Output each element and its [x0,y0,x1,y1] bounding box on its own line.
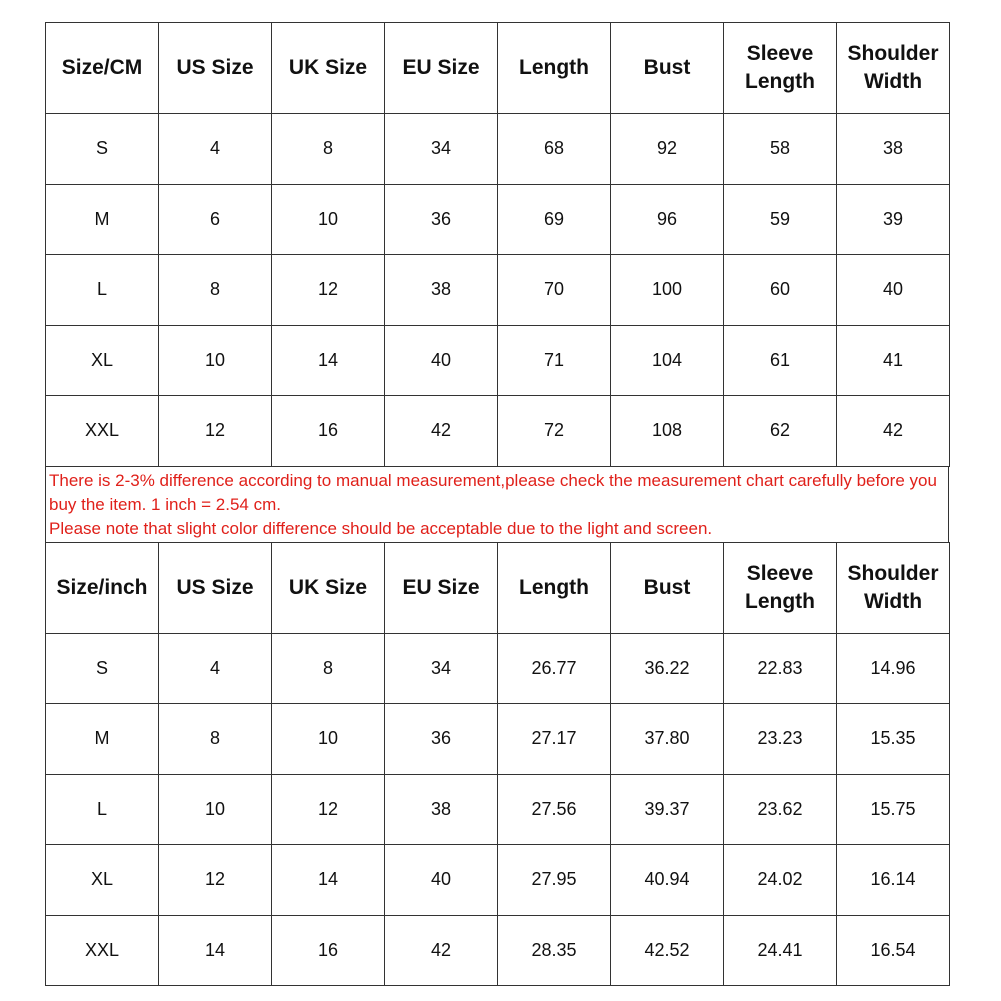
table-cell: 10 [272,184,385,255]
column-header: US Size [159,23,272,114]
table-cell: 36 [385,704,498,775]
table-row [46,774,950,845]
table-cell: 40 [837,255,950,326]
table-cell: 14 [159,915,272,986]
column-header: EU Size [385,542,498,633]
table-cell: 12 [159,845,272,916]
size-label-cell: S [46,633,159,704]
table-cell: 39 [837,184,950,255]
table-cell: 6 [159,184,272,255]
table-cell: 96 [611,184,724,255]
table-cell: 8 [272,633,385,704]
table-row [46,255,950,326]
table-cell: 15.75 [837,774,950,845]
column-header: Bust [611,542,724,633]
table-cell: 42 [385,915,498,986]
table-cell: 38 [385,255,498,326]
header-row [46,23,950,114]
table-row [46,845,950,916]
table-cell: 108 [611,396,724,467]
size-label-cell: XL [46,845,159,916]
table-cell: 60 [724,255,837,326]
column-header: Size/inch [46,542,159,633]
table-cell: 10 [159,325,272,396]
table-cell: 4 [159,114,272,185]
table-row [46,184,950,255]
table-cell: 27.56 [498,774,611,845]
table-cell: 12 [272,774,385,845]
table-cell: 92 [611,114,724,185]
table-cell: 8 [159,255,272,326]
table-cell: 40 [385,845,498,916]
table-cell: 42 [837,396,950,467]
table-cell: 8 [159,704,272,775]
size-label-cell: L [46,255,159,326]
column-header: Length [498,542,611,633]
size-label-cell: L [46,774,159,845]
table-cell: 23.62 [724,774,837,845]
table-cell: 42 [385,396,498,467]
table-cell: 34 [385,633,498,704]
table-cell: 38 [385,774,498,845]
inch-size-table [45,542,950,987]
header-row [46,542,950,633]
table-cell: 12 [272,255,385,326]
table-cell: 10 [272,704,385,775]
table-cell: 16 [272,396,385,467]
table-cell: 62 [724,396,837,467]
column-header: Shoulder Width [837,23,950,114]
table-cell: 16 [272,915,385,986]
table-cell: 59 [724,184,837,255]
table-cell: 38 [837,114,950,185]
table-cell: 58 [724,114,837,185]
table-row [46,704,950,775]
column-header: Bust [611,23,724,114]
table-cell: 72 [498,396,611,467]
cm-size-table [45,22,950,467]
table-cell: 28.35 [498,915,611,986]
size-label-cell: XXL [46,396,159,467]
table-cell: 40 [385,325,498,396]
column-header: Length [498,23,611,114]
column-header: UK Size [272,542,385,633]
table-cell: 26.77 [498,633,611,704]
table-cell: 40.94 [611,845,724,916]
table-cell: 14 [272,845,385,916]
table-cell: 70 [498,255,611,326]
table-cell: 34 [385,114,498,185]
table-cell: 10 [159,774,272,845]
table-cell: 14.96 [837,633,950,704]
table-cell: 4 [159,633,272,704]
column-header: US Size [159,542,272,633]
column-header: Sleeve Length [724,23,837,114]
table-cell: 24.02 [724,845,837,916]
column-header: Sleeve Length [724,542,837,633]
table-cell: 104 [611,325,724,396]
table-row [46,114,950,185]
table-cell: 16.54 [837,915,950,986]
table-row [46,633,950,704]
table-cell: 22.83 [724,633,837,704]
table-cell: 71 [498,325,611,396]
table-row [46,915,950,986]
table-cell: 42.52 [611,915,724,986]
size-label-cell: XL [46,325,159,396]
table-cell: 8 [272,114,385,185]
size-label-cell: M [46,184,159,255]
measurement-note [45,467,949,542]
table-cell: 27.95 [498,845,611,916]
size-chart-sheet [45,22,949,986]
table-cell: 100 [611,255,724,326]
measurement-note-line-2: Please note that slight color difference should be acceptable due to the light and screen. [49,518,713,538]
table-row [46,396,950,467]
table-cell: 23.23 [724,704,837,775]
table-cell: 16.14 [837,845,950,916]
table-cell: 12 [159,396,272,467]
column-header: Size/CM [46,23,159,114]
column-header: EU Size [385,23,498,114]
size-label-cell: XXL [46,915,159,986]
table-cell: 69 [498,184,611,255]
table-cell: 15.35 [837,704,950,775]
table-cell: 61 [724,325,837,396]
table-cell: 27.17 [498,704,611,775]
table-row [46,325,950,396]
measurement-note-line-1: There is 2-3% difference according to manual measurement,please check the measurement chart carefully before you buy the item. 1 inch = 2.54 cm. [49,470,937,514]
column-header: Shoulder Width [837,542,950,633]
table-cell: 36.22 [611,633,724,704]
table-cell: 41 [837,325,950,396]
table-cell: 36 [385,184,498,255]
table-cell: 37.80 [611,704,724,775]
table-cell: 14 [272,325,385,396]
size-label-cell: S [46,114,159,185]
column-header: UK Size [272,23,385,114]
table-cell: 39.37 [611,774,724,845]
table-cell: 24.41 [724,915,837,986]
size-label-cell: M [46,704,159,775]
table-cell: 68 [498,114,611,185]
